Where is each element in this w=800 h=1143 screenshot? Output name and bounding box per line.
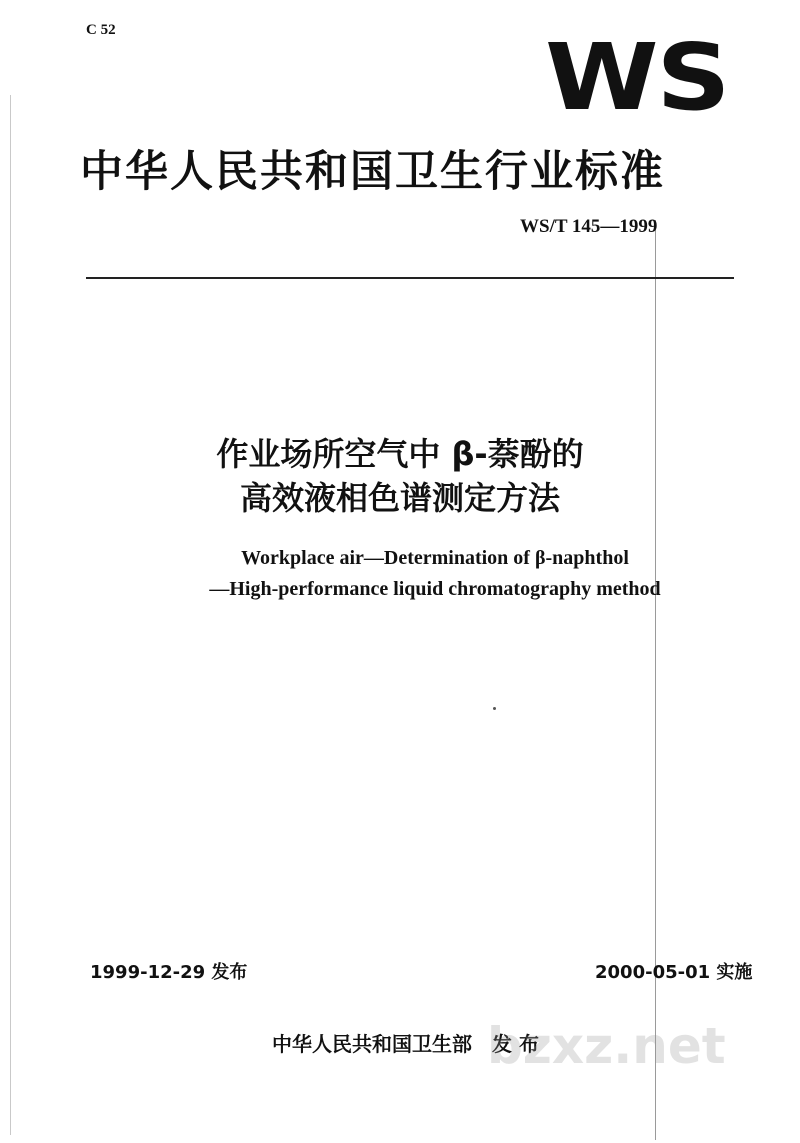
watermark: bzxz.net (487, 1017, 726, 1075)
standard-title: 中华人民共和国卫生行业标准 (80, 147, 665, 197)
scan-edge-line (10, 95, 11, 1135)
publisher: 中华人民共和国卫生部 发 布 (272, 1032, 539, 1056)
ws-logo: WS (545, 24, 729, 131)
scan-fold-line (655, 220, 656, 1140)
standard-number: WS/T 145—1999 (520, 216, 658, 237)
header-divider (86, 277, 734, 279)
scan-speck (493, 707, 496, 710)
document-title-cn-line1: 作业场所空气中 β-萘酚的 (216, 435, 584, 473)
document-title-cn-line2: 高效液相色谱测定方法 (239, 479, 560, 517)
document-title-en-line1: Workplace air—Determination of β-naphthol (241, 547, 629, 569)
document-title-en-line2: —High-performance liquid chromatography method (209, 578, 661, 600)
classification-code: C 52 (86, 22, 116, 38)
issue-date: 1999-12-29 发布 (90, 962, 248, 983)
implementation-date: 2000-05-01 实施 (595, 962, 753, 983)
